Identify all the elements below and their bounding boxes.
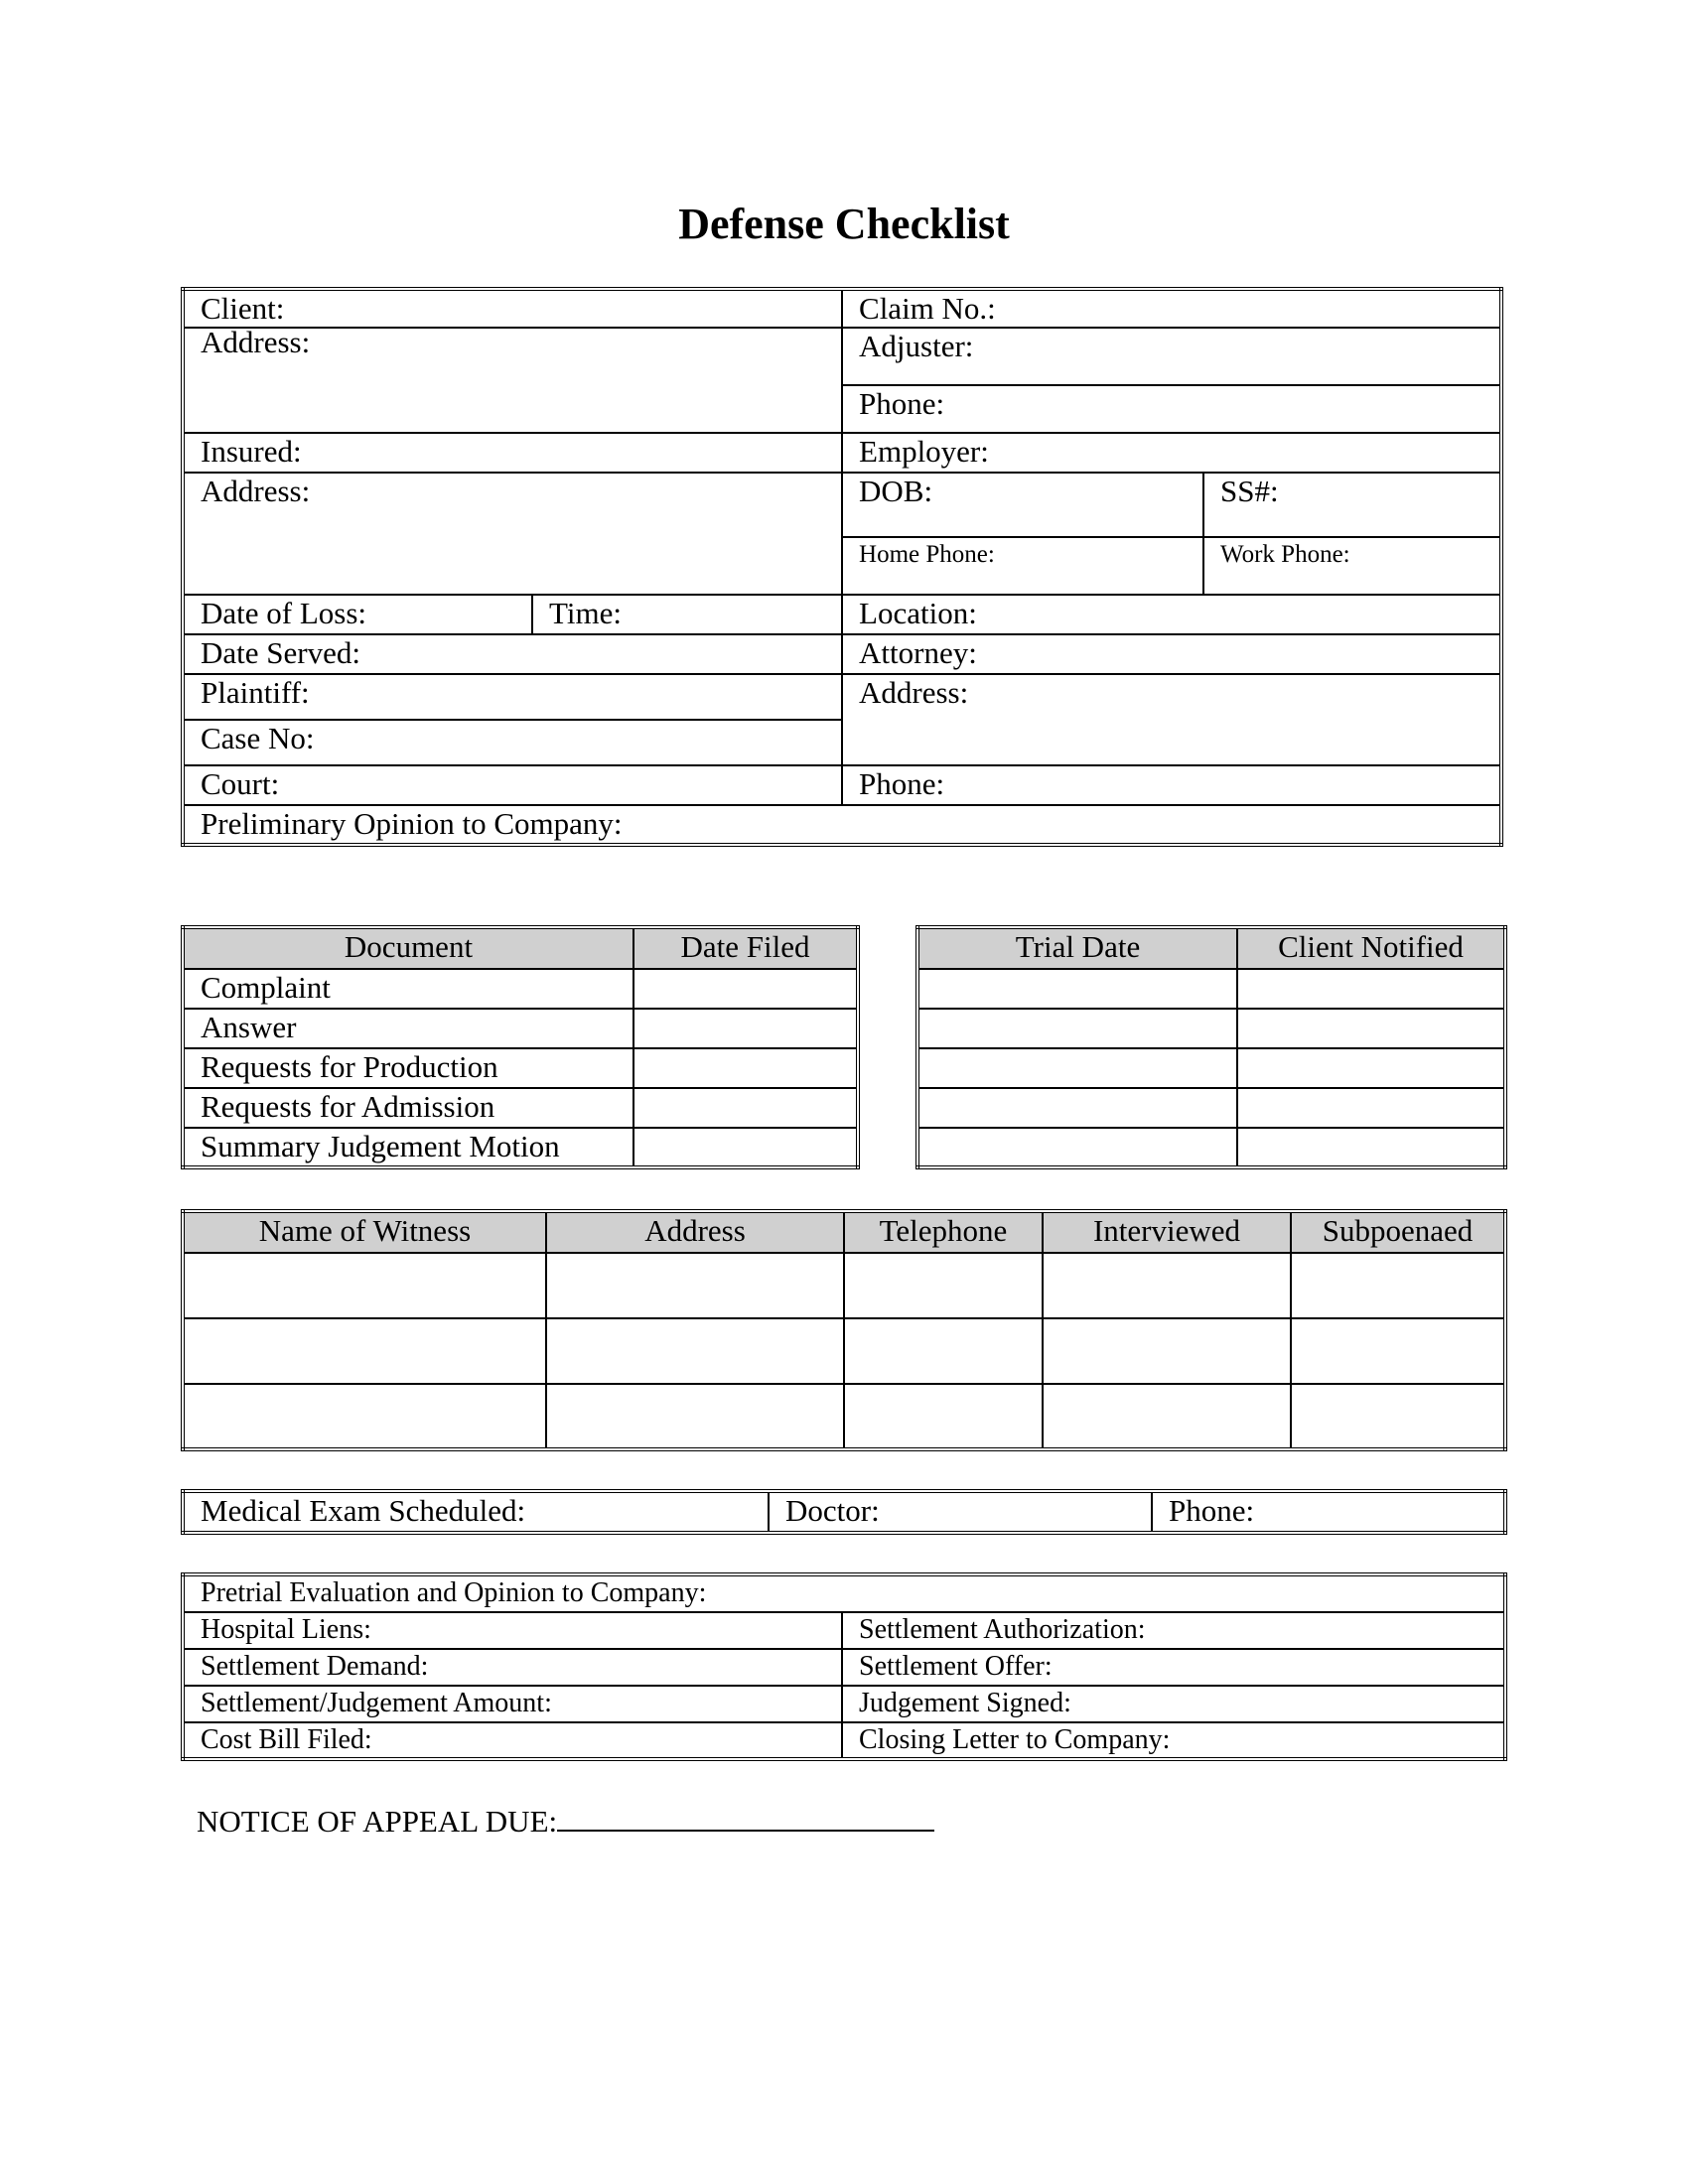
client-field[interactable]: Client:	[183, 289, 842, 328]
date-served-field[interactable]: Date Served:	[183, 634, 842, 674]
time-field[interactable]: Time:	[532, 595, 842, 634]
claim-no-field[interactable]: Claim No.:	[842, 289, 1501, 328]
settlement-authorization-field[interactable]: Settlement Authorization:	[842, 1612, 1505, 1649]
preliminary-opinion-field[interactable]: Preliminary Opinion to Company:	[183, 805, 1501, 845]
settlement-offer-field[interactable]: Settlement Offer:	[842, 1649, 1505, 1686]
witness-name-cell[interactable]	[183, 1253, 546, 1318]
witness-address-cell[interactable]	[546, 1253, 844, 1318]
adjuster-field[interactable]: Adjuster:	[842, 328, 1501, 385]
trial-date-cell[interactable]	[917, 969, 1237, 1009]
medical-exam-field[interactable]: Medical Exam Scheduled:	[183, 1491, 769, 1533]
witness-name-cell[interactable]	[183, 1384, 546, 1449]
page-title: Defense Checklist	[678, 200, 1010, 248]
dob-field[interactable]: DOB:	[842, 473, 1203, 537]
client-notified-cell[interactable]	[1237, 1128, 1505, 1167]
trial-date-cell[interactable]	[917, 1048, 1237, 1088]
court-field[interactable]: Court:	[183, 765, 842, 805]
document-row-requests-admission: Requests for Admission	[183, 1088, 633, 1128]
interviewed-header: Interviewed	[1043, 1211, 1291, 1253]
client-notified-cell[interactable]	[1237, 1088, 1505, 1128]
case-info-table	[181, 287, 1503, 847]
address-header: Address	[546, 1211, 844, 1253]
witness-telephone-cell[interactable]	[844, 1253, 1043, 1318]
client-notified-header: Client Notified	[1237, 927, 1505, 969]
client-notified-cell[interactable]	[1237, 1048, 1505, 1088]
attorney-address-field[interactable]: Address:	[842, 674, 1501, 765]
client-address-field[interactable]: Address:	[183, 328, 842, 433]
notice-of-appeal	[197, 1800, 934, 1842]
witness-interviewed-cell[interactable]	[1043, 1253, 1291, 1318]
client-notified-cell[interactable]	[1237, 1009, 1505, 1048]
settlement-judgement-amount-field[interactable]: Settlement/Judgement Amount:	[183, 1686, 842, 1722]
documents-table	[181, 925, 860, 1169]
date-filed-cell[interactable]	[633, 969, 858, 1009]
pretrial-table	[181, 1572, 1507, 1761]
document-header: Document	[183, 927, 633, 969]
trial-date-cell[interactable]	[917, 1128, 1237, 1167]
adjuster-phone-field[interactable]: Phone:	[842, 385, 1501, 433]
work-phone-field[interactable]: Work Phone:	[1203, 537, 1501, 595]
witness-name-cell[interactable]	[183, 1318, 546, 1384]
hospital-liens-field[interactable]: Hospital Liens:	[183, 1612, 842, 1649]
doctor-field[interactable]: Doctor:	[769, 1491, 1152, 1533]
document-row-requests-production: Requests for Production	[183, 1048, 633, 1088]
date-filed-cell[interactable]	[633, 1048, 858, 1088]
notice-of-appeal-blank[interactable]	[557, 1800, 934, 1832]
date-filed-cell[interactable]	[633, 1009, 858, 1048]
attorney-phone-field[interactable]: Phone:	[842, 765, 1501, 805]
document-row-summary-judgement: Summary Judgement Motion	[183, 1128, 633, 1167]
witness-telephone-cell[interactable]	[844, 1318, 1043, 1384]
cost-bill-filed-field[interactable]: Cost Bill Filed:	[183, 1722, 842, 1759]
witness-row	[183, 1253, 1505, 1318]
closing-letter-field[interactable]: Closing Letter to Company:	[842, 1722, 1505, 1759]
telephone-header: Telephone	[844, 1211, 1043, 1253]
employer-field[interactable]: Employer:	[842, 433, 1501, 473]
judgement-signed-field[interactable]: Judgement Signed:	[842, 1686, 1505, 1722]
name-of-witness-header: Name of Witness	[183, 1211, 546, 1253]
date-filed-header: Date Filed	[633, 927, 858, 969]
settlement-demand-field[interactable]: Settlement Demand:	[183, 1649, 842, 1686]
date-of-loss-field[interactable]: Date of Loss:	[183, 595, 532, 634]
notice-of-appeal-label: NOTICE OF APPEAL DUE:	[197, 1804, 558, 1839]
document-row-complaint: Complaint	[183, 969, 633, 1009]
medical-exam-table	[181, 1489, 1507, 1535]
witness-subpoenaed-cell[interactable]	[1291, 1384, 1505, 1449]
trial-table	[915, 925, 1507, 1169]
witness-subpoenaed-cell[interactable]	[1291, 1253, 1505, 1318]
witness-row	[183, 1318, 1505, 1384]
plaintiff-field[interactable]: Plaintiff:	[183, 674, 842, 720]
subpoenaed-header: Subpoenaed	[1291, 1211, 1505, 1253]
witness-telephone-cell[interactable]	[844, 1384, 1043, 1449]
witness-interviewed-cell[interactable]	[1043, 1384, 1291, 1449]
ssn-field[interactable]: SS#:	[1203, 473, 1501, 537]
home-phone-field[interactable]: Home Phone:	[842, 537, 1203, 595]
witness-address-cell[interactable]	[546, 1318, 844, 1384]
date-filed-cell[interactable]	[633, 1088, 858, 1128]
trial-date-header: Trial Date	[917, 927, 1237, 969]
witness-interviewed-cell[interactable]	[1043, 1318, 1291, 1384]
witness-address-cell[interactable]	[546, 1384, 844, 1449]
location-field[interactable]: Location:	[842, 595, 1501, 634]
witness-row	[183, 1384, 1505, 1449]
medical-phone-field[interactable]: Phone:	[1152, 1491, 1505, 1533]
trial-date-cell[interactable]	[917, 1009, 1237, 1048]
pretrial-evaluation-field[interactable]: Pretrial Evaluation and Opinion to Company:	[183, 1574, 1505, 1612]
trial-date-cell[interactable]	[917, 1088, 1237, 1128]
client-notified-cell[interactable]	[1237, 969, 1505, 1009]
case-no-field[interactable]: Case No:	[183, 720, 842, 765]
date-filed-cell[interactable]	[633, 1128, 858, 1167]
witnesses-table	[181, 1209, 1507, 1451]
insured-address-field[interactable]: Address:	[183, 473, 842, 595]
document-row-answer: Answer	[183, 1009, 633, 1048]
witness-subpoenaed-cell[interactable]	[1291, 1318, 1505, 1384]
insured-field[interactable]: Insured:	[183, 433, 842, 473]
attorney-field[interactable]: Attorney:	[842, 634, 1501, 674]
